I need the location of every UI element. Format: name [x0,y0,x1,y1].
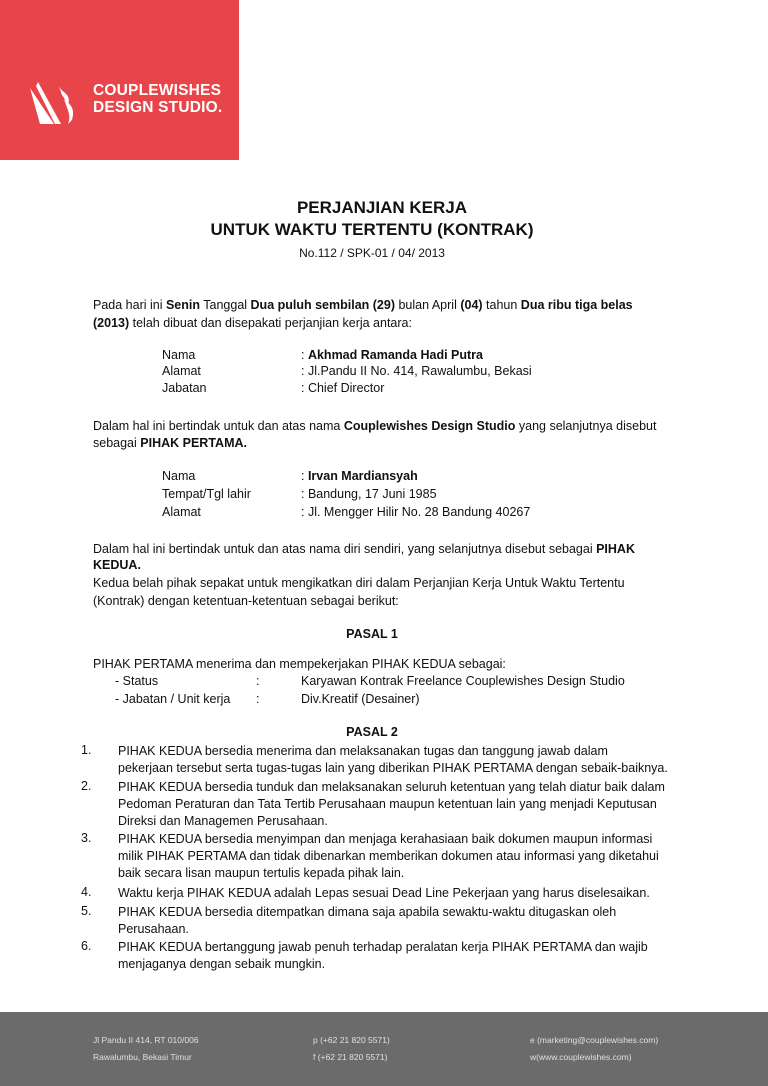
list-item-line: PIHAK KEDUA bersedia ditempatkan dimana saja apabila sewaktu-waktu ditugaskan oleh [118,905,617,919]
intro-line-2 [93,315,412,332]
para-text: Dalam hal ini bertindak untuk dan atas nama [93,419,344,433]
footer-email: e (marketing@couplewishes.com) [530,1035,659,1045]
page-footer [0,1012,768,1086]
footer-address-1: Jl Pandu II 414, RT 010/006 [93,1035,199,1045]
list-item [118,831,659,882]
intro-text: telah dibuat dan disepakati perjanjian kerja antara: [129,316,412,330]
list-item-line: PIHAK KEDUA bersedia menyimpan dan menjaga kerahasiaan baik dokumen maupun informasi [118,832,653,846]
party2-birth-value: : Bandung, 17 Juni 1985 [301,487,437,501]
pasal1-heading: PASAL 1 [346,627,398,641]
list-item-line: Direksi dan Managemen Perusahaan. [118,814,328,828]
para1-line-1 [93,418,656,435]
party2-role-cont: KEDUA. [93,558,141,572]
brand-header [0,0,239,160]
document-subtitle: UNTUK WAKTU TERTENTU (KONTRAK) [210,220,534,239]
pasal1-intro: PIHAK PERTAMA menerima dan mempekerjakan PIHAK KEDUA sebagai: [93,657,506,671]
party1-title-value: : Chief Director [301,381,385,395]
list-item [118,939,648,973]
list-item [118,885,650,902]
para-text: Dalam hal ini bertindak untuk dan atas nama diri sendiri, yang selanjutnya disebut sebagai [93,542,597,556]
intro-date: Dua puluh sembilan (29) [250,298,395,312]
brand-name [93,82,222,116]
list-item-line: PIHAK KEDUA bersedia tunduk dan melaksanakan seluruh ketentuan yang telah diatur baik dalam [118,780,665,794]
list-item-line: milik PIHAK PERTAMA dan tidak dibenarkan memberikan dokumen atau informasi yang diketahui [118,849,659,863]
party1-name: Akhmad Ramanda Hadi Putra [307,348,483,362]
logo-icon [28,80,78,126]
list-item-number: 2. [81,779,92,793]
intro-line-1 [93,297,633,314]
party1-role: PIHAK PERTAMA. [140,436,247,450]
party2-address-value: : Jl. Mengger Hilir No. 28 Bandung 40267 [301,505,531,519]
party2-role: PIHAK [596,542,635,556]
separator: : [301,348,308,362]
list-item-number: 4. [81,885,92,899]
party1-address-label: Alamat [162,364,201,378]
list-item-line: Perusahaan. [118,922,189,936]
list-item-line: Waktu kerja PIHAK KEDUA adalah Lepas sesuai Dead Line Pekerjaan yang harus diselesaikan. [118,886,650,900]
document-title: PERJANJIAN KERJA [296,198,468,217]
status-separator: : [256,674,260,688]
party1-name-label: Nama [162,348,196,362]
party2-birth-label: Tempat/Tgl lahir [162,487,251,501]
para1-line-2 [93,435,247,452]
intro-text: Tanggal [200,298,251,312]
list-item-line: menjaganya dengan sebaik mungkin. [118,957,326,971]
footer-website: w(www.couplewishes.com) [530,1052,632,1062]
list-item-line: Pedoman Peraturan dan Tata Tertib Perusahaan maupun ketentuan lain yang menjadi Keputusan [118,797,657,811]
intro-year-number: (2013) [93,316,130,330]
list-item-number: 1. [81,743,92,757]
intro-month: (04) [460,298,483,312]
company-name: Couplewishes Design Studio [343,419,516,433]
party2-address-label: Alamat [162,505,201,519]
unit-separator: : [256,692,260,706]
list-item [118,904,616,938]
para2-line-4: (Kontrak) dengan ketentuan-ketentuan sebagai berikut: [93,594,399,608]
list-item-line: PIHAK KEDUA bertanggung jawab penuh terhadap peralatan kerja PIHAK PERTAMA dan wajib [118,940,648,954]
brand-line-2: DESIGN STUDIO. [93,99,223,116]
list-item-number: 6. [81,939,92,953]
party2-name: Irvan Mardiansyah [307,469,418,483]
list-item-line: pekerjaan tersebut serta tugas-tugas lain yang diberikan PIHAK PERTAMA dengan sebaik-baiknya. [118,761,668,775]
status-value: Karyawan Kontrak Freelance Couplewishes Design Studio [301,674,625,688]
unit-label: - Jabatan / Unit kerja [115,692,231,706]
list-item [118,743,668,777]
intro-text: tahun [482,298,521,312]
footer-fax: f (+62 21 820 5571) [313,1052,388,1062]
list-item-number: 3. [81,831,92,845]
brand-line-1: COUPLEWISHES [93,82,222,99]
para2-line-2 [93,557,141,574]
list-item-line: baik secara lisan maupun tertulis kepada pihak lain. [118,866,405,880]
party2-name-label: Nama [162,469,196,483]
status-label: - Status [115,674,159,688]
party1-address-value: : Jl.Pandu II No. 414, Rawalumbu, Bekasi [301,364,532,378]
party1-title-label: Jabatan [162,381,207,395]
document-number: No.112 / SPK-01 / 04/ 2013 [299,246,445,260]
para2-line-1 [93,541,635,558]
footer-address-2: Rawalumbu, Bekasi Timur [93,1052,192,1062]
footer-phone: p (+62 21 820 5571) [313,1035,390,1045]
para2-line-3: Kedua belah pihak sepakat untuk mengikatkan diri dalam Perjanjian Kerja Untuk Waktu Tertentu [93,576,625,590]
separator: : [301,469,308,483]
pasal2-heading: PASAL 2 [346,725,398,739]
para-text: sebagai [93,436,141,450]
party1-name-value [301,348,483,362]
intro-year: Dua ribu tiga belas [520,298,633,312]
list-item-line: PIHAK KEDUA bersedia menerima dan melaksanakan tugas dan tanggung jawab dalam [118,744,608,758]
unit-value: Div.Kreatif (Desainer) [301,692,420,706]
list-item [118,779,665,830]
list-item-number: 5. [81,904,92,918]
intro-text: Pada hari ini [93,298,166,312]
party2-name-value [301,469,418,483]
intro-text: bulan April [395,298,461,312]
para-text: yang selanjutnya disebut [515,419,657,433]
intro-day: Senin [165,298,201,312]
